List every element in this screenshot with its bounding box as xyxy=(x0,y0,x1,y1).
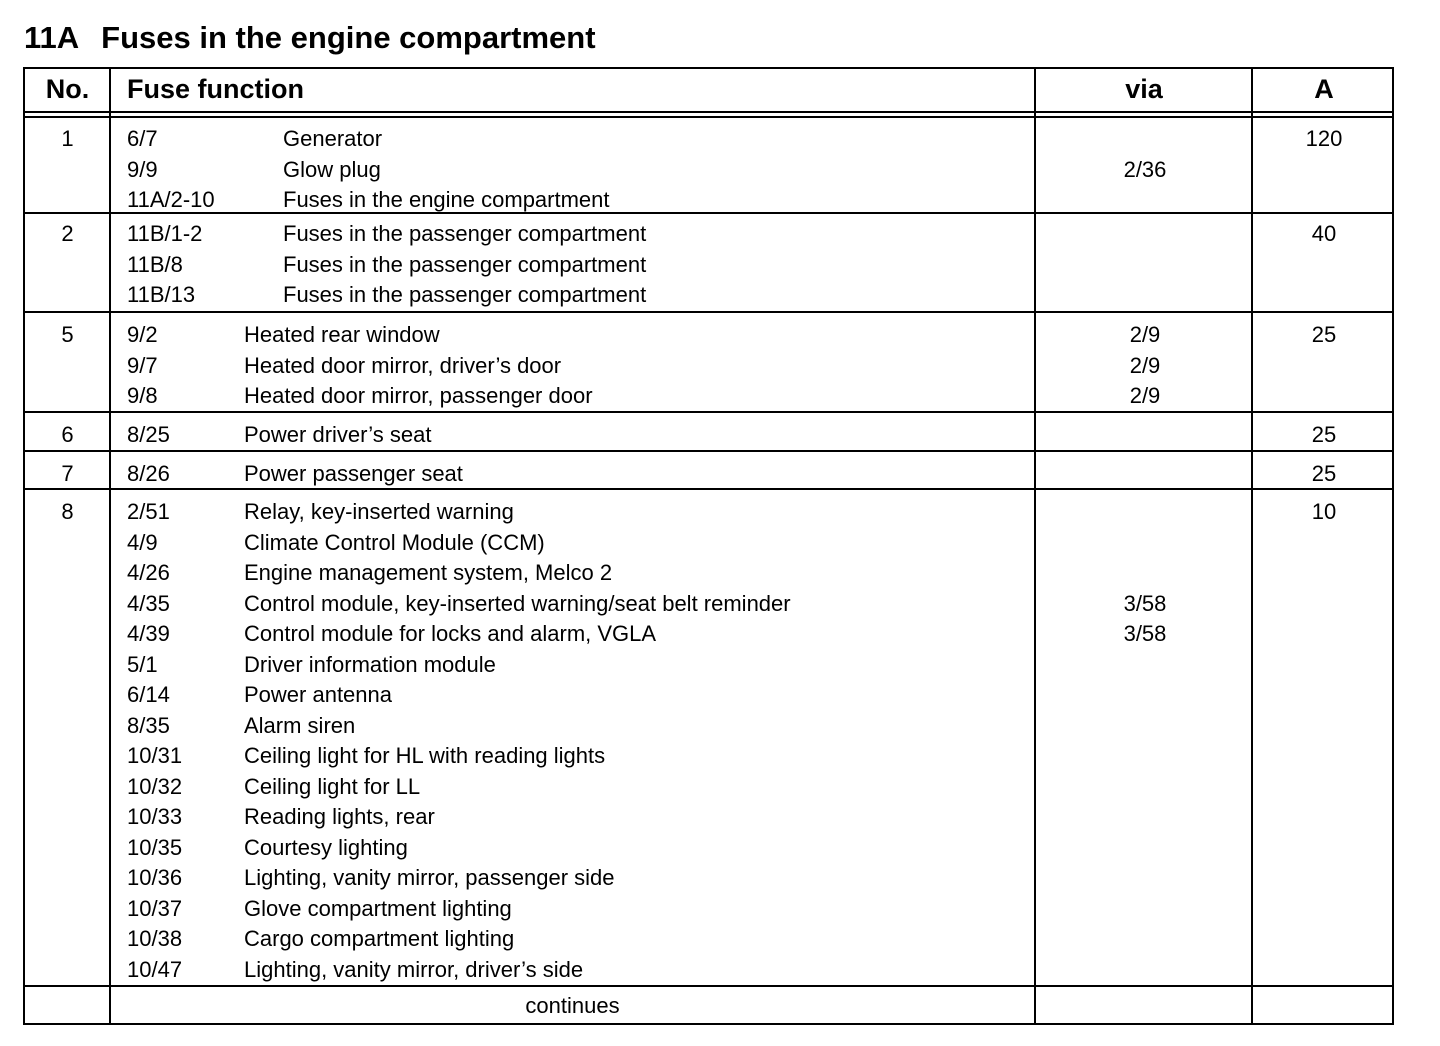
function-description: Climate Control Module (CCM) xyxy=(244,529,545,555)
component-code: 11B/8 xyxy=(127,251,183,277)
function-line xyxy=(25,863,1392,893)
component-code: 9/2 xyxy=(127,322,158,347)
component-code: 4/26 xyxy=(127,560,170,585)
function-line xyxy=(25,497,1392,527)
table-row xyxy=(25,490,1392,987)
fuse-table xyxy=(23,67,1394,1025)
component-code: 2/51 xyxy=(127,499,170,524)
function-description: Courtesy lighting xyxy=(244,834,408,860)
fuse-number: 5 xyxy=(61,322,74,347)
function-line xyxy=(25,420,1392,450)
component-code: 6/7 xyxy=(127,126,158,151)
component-code: 9/7 xyxy=(127,352,158,378)
table-row xyxy=(25,117,1392,214)
component-code: 10/38 xyxy=(127,926,183,951)
section-number: 11A xyxy=(24,20,80,55)
table-row xyxy=(25,452,1392,490)
function-description: Alarm siren xyxy=(244,712,356,738)
function-description: Lighting, vanity mirror, driver’s side xyxy=(244,956,584,982)
function-line xyxy=(25,619,1392,649)
fuse-amperage: 25 xyxy=(1311,461,1337,486)
table-row xyxy=(25,413,1392,452)
function-description: Ceiling light for LL xyxy=(244,773,421,799)
component-code: 11A/2-10 xyxy=(127,187,215,212)
function-line xyxy=(25,955,1392,985)
fuse-number: 2 xyxy=(61,221,74,246)
function-line xyxy=(25,741,1392,771)
header-amperage: A xyxy=(1314,74,1334,104)
component-code: 4/35 xyxy=(127,590,170,616)
function-description: Fuses in the passenger compartment xyxy=(283,251,647,277)
function-line xyxy=(25,894,1392,924)
function-line xyxy=(25,351,1392,381)
function-line xyxy=(25,772,1392,802)
function-line xyxy=(25,381,1392,411)
function-description: Power antenna xyxy=(244,682,392,707)
function-line xyxy=(25,185,1392,215)
via-reference: 2/36 xyxy=(1123,156,1167,182)
fuse-number: 7 xyxy=(61,461,74,486)
continues-note: continues xyxy=(525,993,620,1018)
function-description: Relay, key-inserted warning xyxy=(244,499,514,524)
header-via: via xyxy=(1125,74,1163,104)
table-row xyxy=(25,313,1392,413)
fuse-amperage: 10 xyxy=(1311,499,1337,524)
component-code: 5/1 xyxy=(127,651,158,677)
function-line xyxy=(25,459,1392,489)
function-description: Glove compartment lighting xyxy=(244,895,512,921)
fuse-number: 1 xyxy=(61,126,74,151)
table-row xyxy=(25,212,1392,313)
function-description: Fuses in the passenger compartment xyxy=(283,282,647,307)
function-description: Control module, key-inserted warning/seat belt reminder xyxy=(244,590,791,616)
component-code: 10/31 xyxy=(127,743,183,768)
component-code: 10/32 xyxy=(127,773,183,799)
function-description: Lighting, vanity mirror, passenger side xyxy=(244,865,615,890)
fuse-amperage: 25 xyxy=(1311,422,1337,447)
via-reference: 3/58 xyxy=(1123,621,1167,646)
component-code: 8/35 xyxy=(127,712,170,738)
function-line xyxy=(25,802,1392,832)
fuse-number: 6 xyxy=(61,422,74,447)
table-header xyxy=(25,69,1392,112)
function-line xyxy=(25,155,1392,185)
function-line xyxy=(25,924,1392,954)
fuse-amperage: 40 xyxy=(1311,221,1337,246)
function-line xyxy=(25,650,1392,680)
function-description: Reading lights, rear xyxy=(244,804,435,829)
function-description: Heated rear window xyxy=(244,322,440,347)
function-line xyxy=(25,558,1392,588)
component-code: 4/39 xyxy=(127,621,170,646)
title-text: Fuses in the engine compartment xyxy=(101,20,596,55)
component-code: 10/37 xyxy=(127,895,183,921)
function-line xyxy=(25,833,1392,863)
component-code: 10/33 xyxy=(127,804,183,829)
function-description: Glow plug xyxy=(283,156,381,182)
function-description: Driver information module xyxy=(244,651,496,677)
via-reference: 3/58 xyxy=(1123,590,1167,616)
component-code: 10/35 xyxy=(127,834,183,860)
component-code: 9/8 xyxy=(127,383,158,408)
component-code: 8/25 xyxy=(127,422,170,447)
fuse-number: 8 xyxy=(61,499,74,524)
function-description: Power driver’s seat xyxy=(244,422,432,447)
function-description: Generator xyxy=(283,126,383,151)
row-divider xyxy=(25,985,1392,987)
function-line xyxy=(25,250,1392,280)
fuse-amperage: 120 xyxy=(1305,126,1343,151)
function-description: Control module for locks and alarm, VGLA xyxy=(244,621,657,646)
component-code: 10/47 xyxy=(127,956,183,982)
function-description: Fuses in the engine compartment xyxy=(283,187,610,212)
component-code: 6/14 xyxy=(127,682,170,707)
page-title xyxy=(24,18,596,58)
function-description: Ceiling light for HL with reading lights xyxy=(244,743,606,768)
component-code: 11B/1-2 xyxy=(127,221,203,246)
header-rule xyxy=(25,111,1392,113)
fuse-amperage: 25 xyxy=(1311,322,1337,347)
component-code: 10/36 xyxy=(127,865,183,890)
function-description: Fuses in the passenger compartment xyxy=(283,221,647,246)
function-line xyxy=(25,528,1392,558)
component-code: 8/26 xyxy=(127,461,170,486)
header-fuse-function: Fuse function xyxy=(127,74,304,104)
function-description: Engine management system, Melco 2 xyxy=(244,560,613,585)
component-code: 9/9 xyxy=(127,156,158,182)
function-line xyxy=(25,280,1392,310)
function-line xyxy=(25,320,1392,350)
function-description: Heated door mirror, driver’s door xyxy=(244,352,562,378)
function-description: Cargo compartment lighting xyxy=(244,926,515,951)
via-reference: 2/9 xyxy=(1129,322,1161,347)
header-no: No. xyxy=(45,74,90,104)
function-line xyxy=(25,680,1392,710)
function-line xyxy=(25,124,1392,154)
component-code: 4/9 xyxy=(127,529,158,555)
component-code: 11B/13 xyxy=(127,282,196,307)
function-line xyxy=(25,219,1392,249)
function-line xyxy=(25,711,1392,741)
via-reference: 2/9 xyxy=(1129,383,1161,408)
function-line xyxy=(25,589,1392,619)
via-reference: 2/9 xyxy=(1129,352,1161,378)
function-description: Heated door mirror, passenger door xyxy=(244,383,593,408)
function-description: Power passenger seat xyxy=(244,461,463,486)
